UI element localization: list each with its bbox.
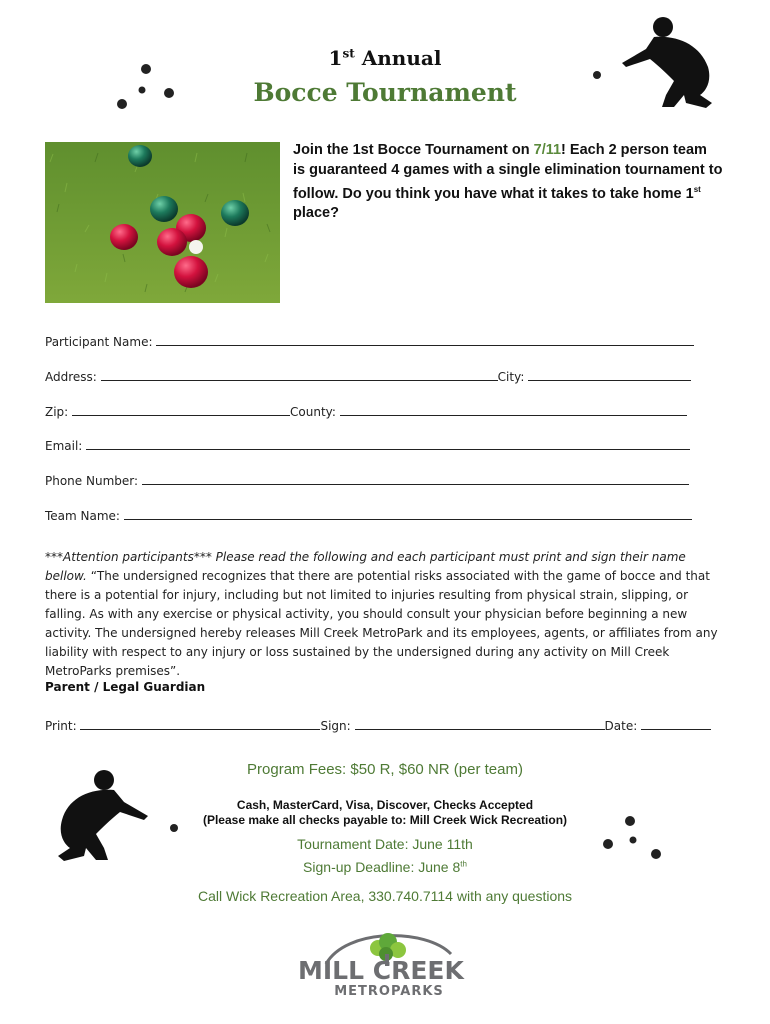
county-line[interactable] [340, 403, 687, 416]
sign-line[interactable] [355, 717, 605, 730]
contact-info: Call Wick Recreation Area, 330.740.7114 with any questions [197, 888, 573, 904]
email-field[interactable]: Email: [45, 437, 690, 453]
team-name-field[interactable]: Team Name: [45, 507, 692, 523]
zip-field[interactable]: Zip: County: [45, 403, 687, 419]
logo-subtitle: METROPARKS [334, 984, 444, 999]
logo-wordmark: MILL CREEK [298, 956, 464, 985]
phone-number-field[interactable]: Phone Number: [45, 472, 689, 488]
email-line[interactable] [86, 437, 690, 450]
tournament-date: Tournament Date: June 11th [297, 836, 473, 852]
waiver-text: ***Attention participants*** Please read the following and each participant must print and sign their name bellow. “The undersigned recognizes that there are potential risks associated with the game of bocce and that there is a potential for injury, including but not limited to injuries resulting from physical strain, slipping, or falling. As with any exercise or physical activity, you should consult your physician before beginning a new activity. The undersigned hereby releases Mill Creek MetroPark and its employees, agents, or affiliates from any liability with respect to any injury or loss sustained by the undersigned during any activity on Mill Creek MetroParks premises”. [45, 550, 718, 678]
title-annual: 1st Annual [328, 46, 442, 70]
mill-creek-logo [298, 926, 480, 1001]
address-field[interactable]: Address: City: [45, 368, 691, 384]
date-line[interactable] [641, 717, 711, 730]
participant-name-field[interactable]: Participant Name: [45, 333, 694, 349]
city-line[interactable] [528, 368, 691, 381]
participant-name-line[interactable] [156, 333, 694, 346]
guardian-heading: Parent / Legal Guardian [45, 680, 206, 694]
page-title: Bocce Tournament [253, 78, 517, 107]
zip-line[interactable] [72, 403, 290, 416]
program-fees: Program Fees: $50 R, $60 NR (per team) [247, 761, 523, 778]
payment-info: Cash, MasterCard, Visa, Discover, Checks Accepted (Please make all checks payable to: Mill Creek Wick Recreation) [202, 798, 568, 827]
phone-number-line[interactable] [142, 472, 689, 485]
team-name-line[interactable] [124, 507, 692, 520]
intro-text: Join the 1st Bocce Tournament on 7/11! Each 2 person team is guaranteed 4 games with a single elimination tournament to follow. Do you think you have what it takes to take home 1st place? [293, 142, 723, 222]
guardian-signature-row[interactable]: Print: Sign: Date: [45, 717, 711, 733]
signup-deadline: Sign-up Deadline: June 8th [303, 859, 467, 875]
print-line[interactable] [80, 717, 320, 730]
address-line[interactable] [101, 368, 498, 381]
bocce-photo [45, 142, 280, 303]
